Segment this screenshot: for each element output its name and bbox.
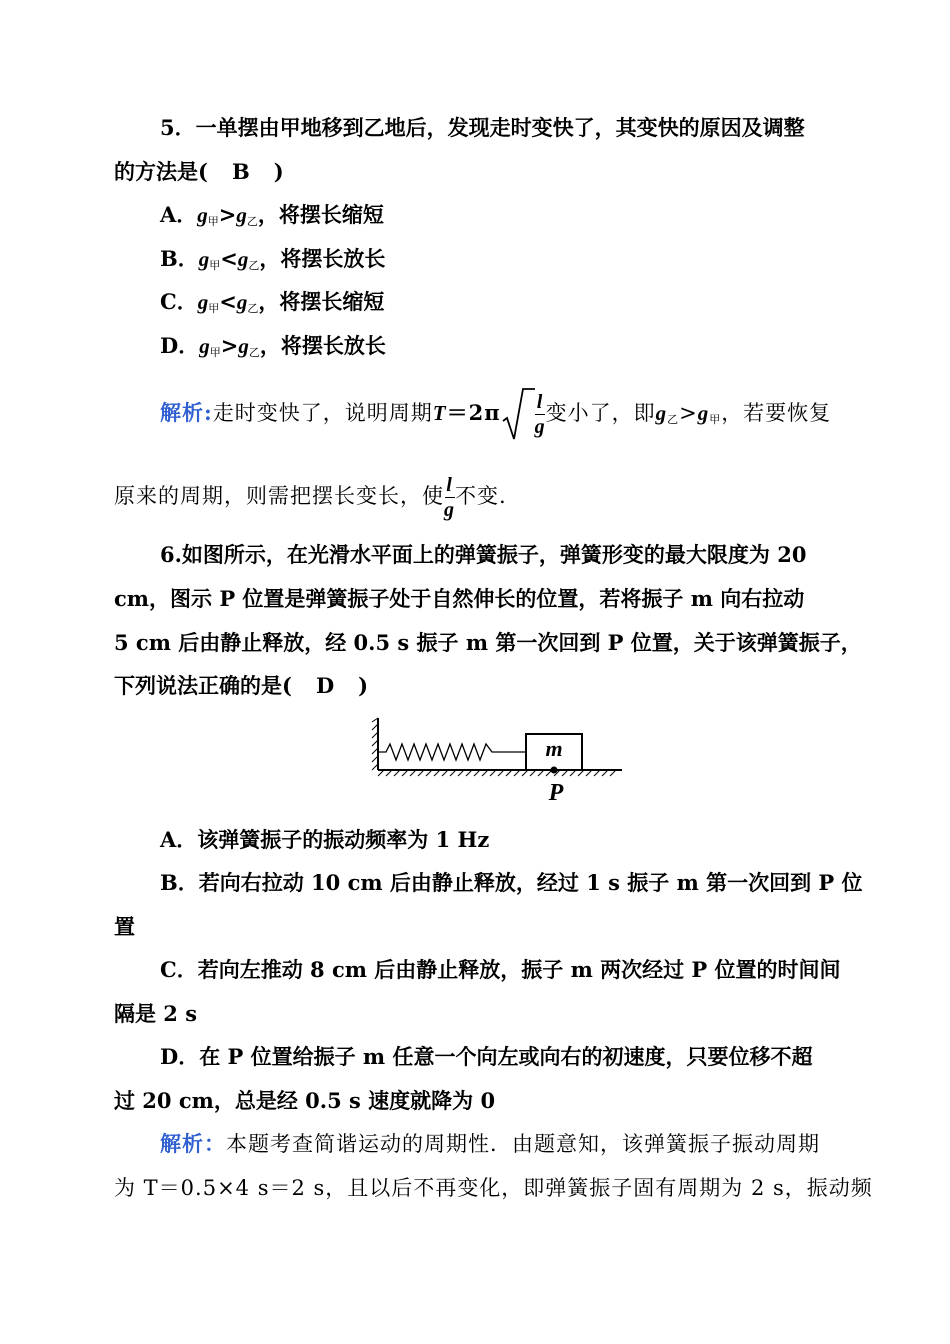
option-text: ，将摆长放长: [259, 246, 386, 271]
q5-stem-line2: [114, 157, 838, 187]
option-letter: C．: [160, 289, 198, 314]
subscript: 乙: [248, 259, 260, 272]
g-symbol: g: [655, 401, 668, 425]
q6-stem-line1: 6.如图所示，在光滑水平面上的弹簧振子，弹簧形变的最大限度为 20: [160, 542, 807, 567]
sqrt-symbol: [501, 387, 535, 443]
q6-stem-suffix: ): [358, 673, 369, 698]
relation: <: [220, 246, 238, 271]
subscript: 甲: [709, 413, 722, 426]
q5-stem-suffix: ): [273, 159, 284, 184]
q6-stem-line2: cm，图示 P 位置是弹簧振子处于自然伸长的位置，若将振子 m 向右拉动: [114, 586, 805, 611]
option-letter: D．: [160, 333, 200, 358]
q6-stem-line3: 5 cm 后由静止释放，经 0.5 s 振子 m 第一次回到 P 位置，关于该弹簧振子，: [114, 630, 862, 655]
fraction-bar: [445, 497, 455, 498]
q5-option-d: [160, 331, 838, 368]
spring-oscillator-figure: [370, 712, 626, 806]
q5-solution-line2: [114, 466, 838, 526]
g-symbol: g: [236, 290, 248, 314]
solution-text: 走时变快了，说明周期: [212, 401, 433, 425]
relation: >: [220, 333, 239, 358]
q5-option-c: [160, 287, 838, 324]
spring-diagram: [370, 712, 626, 806]
q5-stem-prefix: 的方法是(: [114, 159, 208, 184]
denominator: g: [444, 499, 455, 521]
subscript: 乙: [667, 413, 680, 426]
q6-answer: D: [315, 673, 335, 698]
relation: >: [679, 401, 698, 425]
q6-option-d-line2: 过 20 cm，总是经 0.5 s 速度就降为 0: [114, 1088, 496, 1113]
option-text: ，将摆长缩短: [258, 289, 385, 314]
g-symbol: g: [199, 334, 210, 358]
subscript: 甲: [209, 259, 221, 272]
q5-answer: B: [231, 159, 250, 184]
numerator: l: [536, 391, 544, 413]
point-p-label: P: [548, 780, 564, 806]
relation: >: [218, 202, 237, 227]
subscript: 乙: [246, 215, 258, 228]
q5-option-a: [160, 200, 838, 237]
q6-option-d-line1: D．在 P 位置给振子 m 任意一个向左或向右的初速度，只要位移不超: [160, 1044, 813, 1069]
denominator: g: [534, 416, 546, 438]
q6-solution-line2: 为 T＝0.5×4 s＝2 s，且以后不再变化，即弹簧振子固有周期为 2 s，振动频: [114, 1176, 873, 1200]
fraction-bar: [535, 414, 545, 415]
option-letter: A．: [160, 202, 198, 227]
g-symbol: g: [197, 290, 209, 314]
q5-stem-line1: 5．一单摆由甲地移到乙地后，发现走时变快了，其变快的原因及调整: [160, 115, 805, 140]
solution-text: 变小了，即: [545, 401, 656, 425]
fraction-l-over-g: [535, 392, 546, 437]
q6-option-b-line1: B．若向右拉动 10 cm 后由静止释放，经过 1 s 振子 m 第一次回到 P 位: [160, 870, 863, 895]
subscript: 甲: [209, 346, 221, 359]
period-symbol: T: [432, 401, 447, 425]
g-symbol: g: [238, 334, 249, 358]
g-symbol: g: [236, 203, 247, 227]
subscript: 甲: [208, 302, 220, 315]
solution-text: 不变.: [455, 484, 507, 508]
subscript: 乙: [248, 346, 260, 359]
g-symbol: g: [197, 203, 208, 227]
option-text: ，将摆长放长: [259, 333, 386, 358]
q6-stem-line4: [114, 671, 838, 701]
q6-option-a: A．该弹簧振子的振动频率为 1 Hz: [160, 827, 490, 852]
option-letter: B．: [160, 246, 199, 271]
solution-text: 原来的周期，则需把摆长变长，使: [114, 484, 444, 508]
mass-label: m: [545, 736, 563, 761]
g-symbol: g: [198, 247, 210, 271]
spring: [378, 744, 526, 760]
g-symbol: g: [697, 401, 710, 425]
solution-label: 解析:: [160, 400, 213, 425]
numerator: l: [446, 474, 453, 496]
fraction-l-over-g: [444, 475, 455, 520]
subscript: 乙: [247, 302, 259, 315]
q5-solution-line1: [160, 384, 838, 442]
solution-label: 解析：: [160, 1131, 226, 1156]
q6-stem-prefix: 下列说法正确的是(: [114, 673, 292, 698]
equals-2pi: ＝2π: [446, 400, 501, 425]
q6-option-c-line2: 隔是 2 s: [114, 1001, 198, 1026]
option-text: ，将摆长缩短: [257, 202, 384, 227]
q6-option-c-line1: C．若向左推动 8 cm 后由静止释放，振子 m 两次经过 P 位置的时间间: [160, 957, 841, 982]
solution-text: ，若要恢复: [721, 401, 832, 425]
q6-solution-line1: [160, 1129, 838, 1159]
subscript: 甲: [207, 215, 219, 228]
q6-option-b-line2: 置: [114, 914, 135, 939]
relation: <: [219, 289, 237, 314]
point-p: [551, 767, 558, 774]
q5-option-b: [160, 244, 838, 281]
solution-text: 本题考查简谐运动的周期性．由题意知，该弹簧振子振动周期: [226, 1132, 820, 1156]
g-symbol: g: [237, 247, 249, 271]
